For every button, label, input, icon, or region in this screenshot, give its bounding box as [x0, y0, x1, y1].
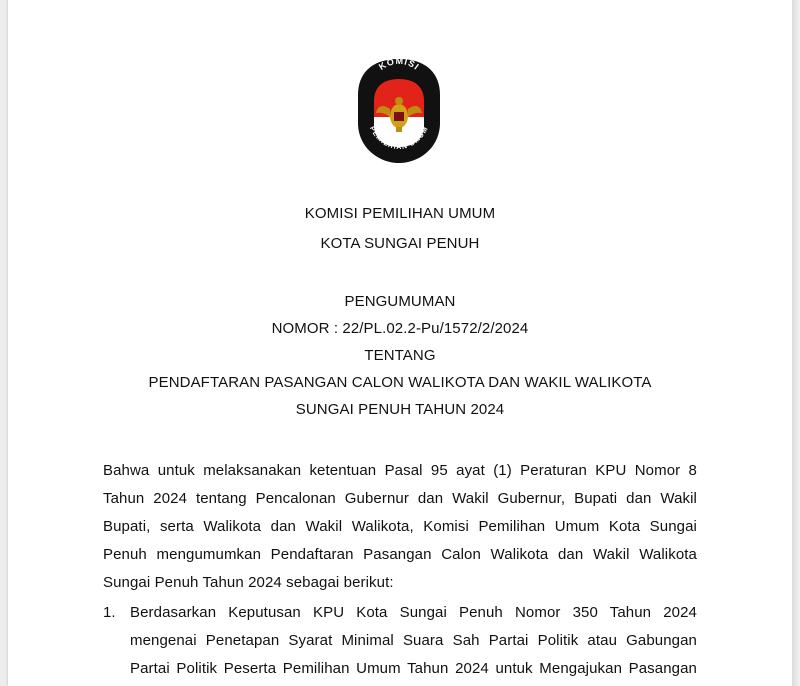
logo-bottom-text: PEMILIHAN UMUM: [367, 125, 431, 152]
org-name-line2: KOTA SUNGAI PENUH: [320, 235, 480, 252]
list-item-line: Partai Politik Peserta Pemilihan Umum Tahun 2024 untuk Mengajukan Pasangan: [130, 660, 697, 677]
list-item-line: Berdasarkan Keputusan KPU Kota Sungai Penuh Nomor 350 Tahun 2024: [130, 604, 697, 621]
logo-top-text: KOMISI: [377, 57, 422, 73]
list-item-line: mengenai Penetapan Syarat Minimal Suara Sah Partai Politik atau Gabungan: [130, 632, 697, 649]
doc-subject-line1: PENDAFTARAN PASANGAN CALON WALIKOTA DAN WAKIL WALIKOTA: [148, 374, 652, 391]
intro-line: Bupati, serta Walikota dan Wakil Walikota, Komisi Pemilihan Umum Kota Sungai: [103, 518, 697, 535]
doc-number: NOMOR : 22/PL.02.2-Pu/1572/2/2024: [271, 320, 529, 337]
intro-line: Sungai Penuh Tahun 2024 sebagai berikut:: [103, 574, 394, 591]
intro-line: Bahwa untuk melaksanakan ketentuan Pasal 95 ayat (1) Peraturan KPU Nomor 8: [103, 462, 697, 479]
doc-type: PENGUMUMAN: [344, 293, 456, 310]
org-name-line1: KOMISI PEMILIHAN UMUM: [304, 205, 496, 222]
kpu-logo: [354, 57, 444, 165]
intro-line: Tahun 2024 tentang Pencalonan Gubernur dan Wakil Gubernur, Bupati dan Wakil: [103, 490, 697, 507]
intro-line: Penuh mengumumkan Pendaftaran Pasangan Calon Walikota dan Wakil Walikota: [103, 546, 697, 563]
doc-subject-line2: SUNGAI PENUH TAHUN 2024: [295, 401, 505, 418]
doc-about: TENTANG: [364, 347, 436, 364]
page-edge: [792, 0, 800, 686]
list-item-number: 1.: [103, 604, 116, 621]
